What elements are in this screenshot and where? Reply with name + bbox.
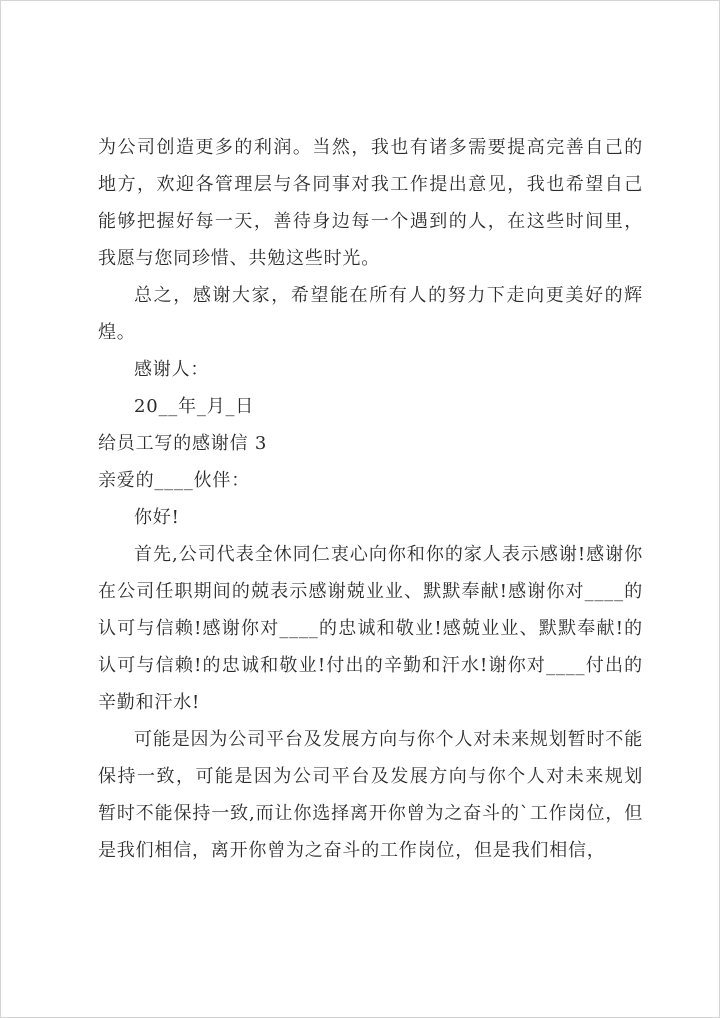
- greeting: 你好!: [134, 507, 180, 528]
- signature-label: 感谢人：: [134, 359, 210, 380]
- paragraph: 可能是因为公司平台及发展方向与你个人对未来规划暂时不能保持一致，可能是因为公司平台及发展方向与你个人对未来规划暂时不能保持一致,而让你选择离开你曾为之奋斗的`工作岗位，但是我们相信，离开你曾为之奋斗的工作岗位，但是我们相信，: [98, 729, 643, 861]
- date-line: 20__年_月_日: [134, 396, 255, 417]
- document-body: [98, 129, 643, 869]
- letter-title: 给员工写的感谢信 3: [98, 433, 268, 454]
- paragraph: 为公司创造更多的利润。当然，我也有诸多需要提高完善自己的地方，欢迎各管理层与各同事对我工作提出意见，我也希望自己能够把握好每一天，善待身边每一个遇到的人，在这些时间里，我愿与您同珍惜、共勉这些时光。: [98, 137, 643, 269]
- paragraph: 首先,公司代表全休同仁衷心向你和你的家人表示感谢!感谢你在公司任职期间的兢表示感谢兢业业、默默奉献!感谢你对____的认可与信赖!感谢你对____的忠诚和敬业!感兢业业、默默奉献!的认可与信赖!的忠诚和敬业!付出的辛勤和汗水!谢你对____付出的辛勤和汗水!: [98, 544, 643, 713]
- paragraph: 总之，感谢大家，希望能在所有人的努力下走向更美好的辉煌。: [98, 285, 643, 343]
- salutation: 亲爱的____伙伴：: [98, 470, 250, 491]
